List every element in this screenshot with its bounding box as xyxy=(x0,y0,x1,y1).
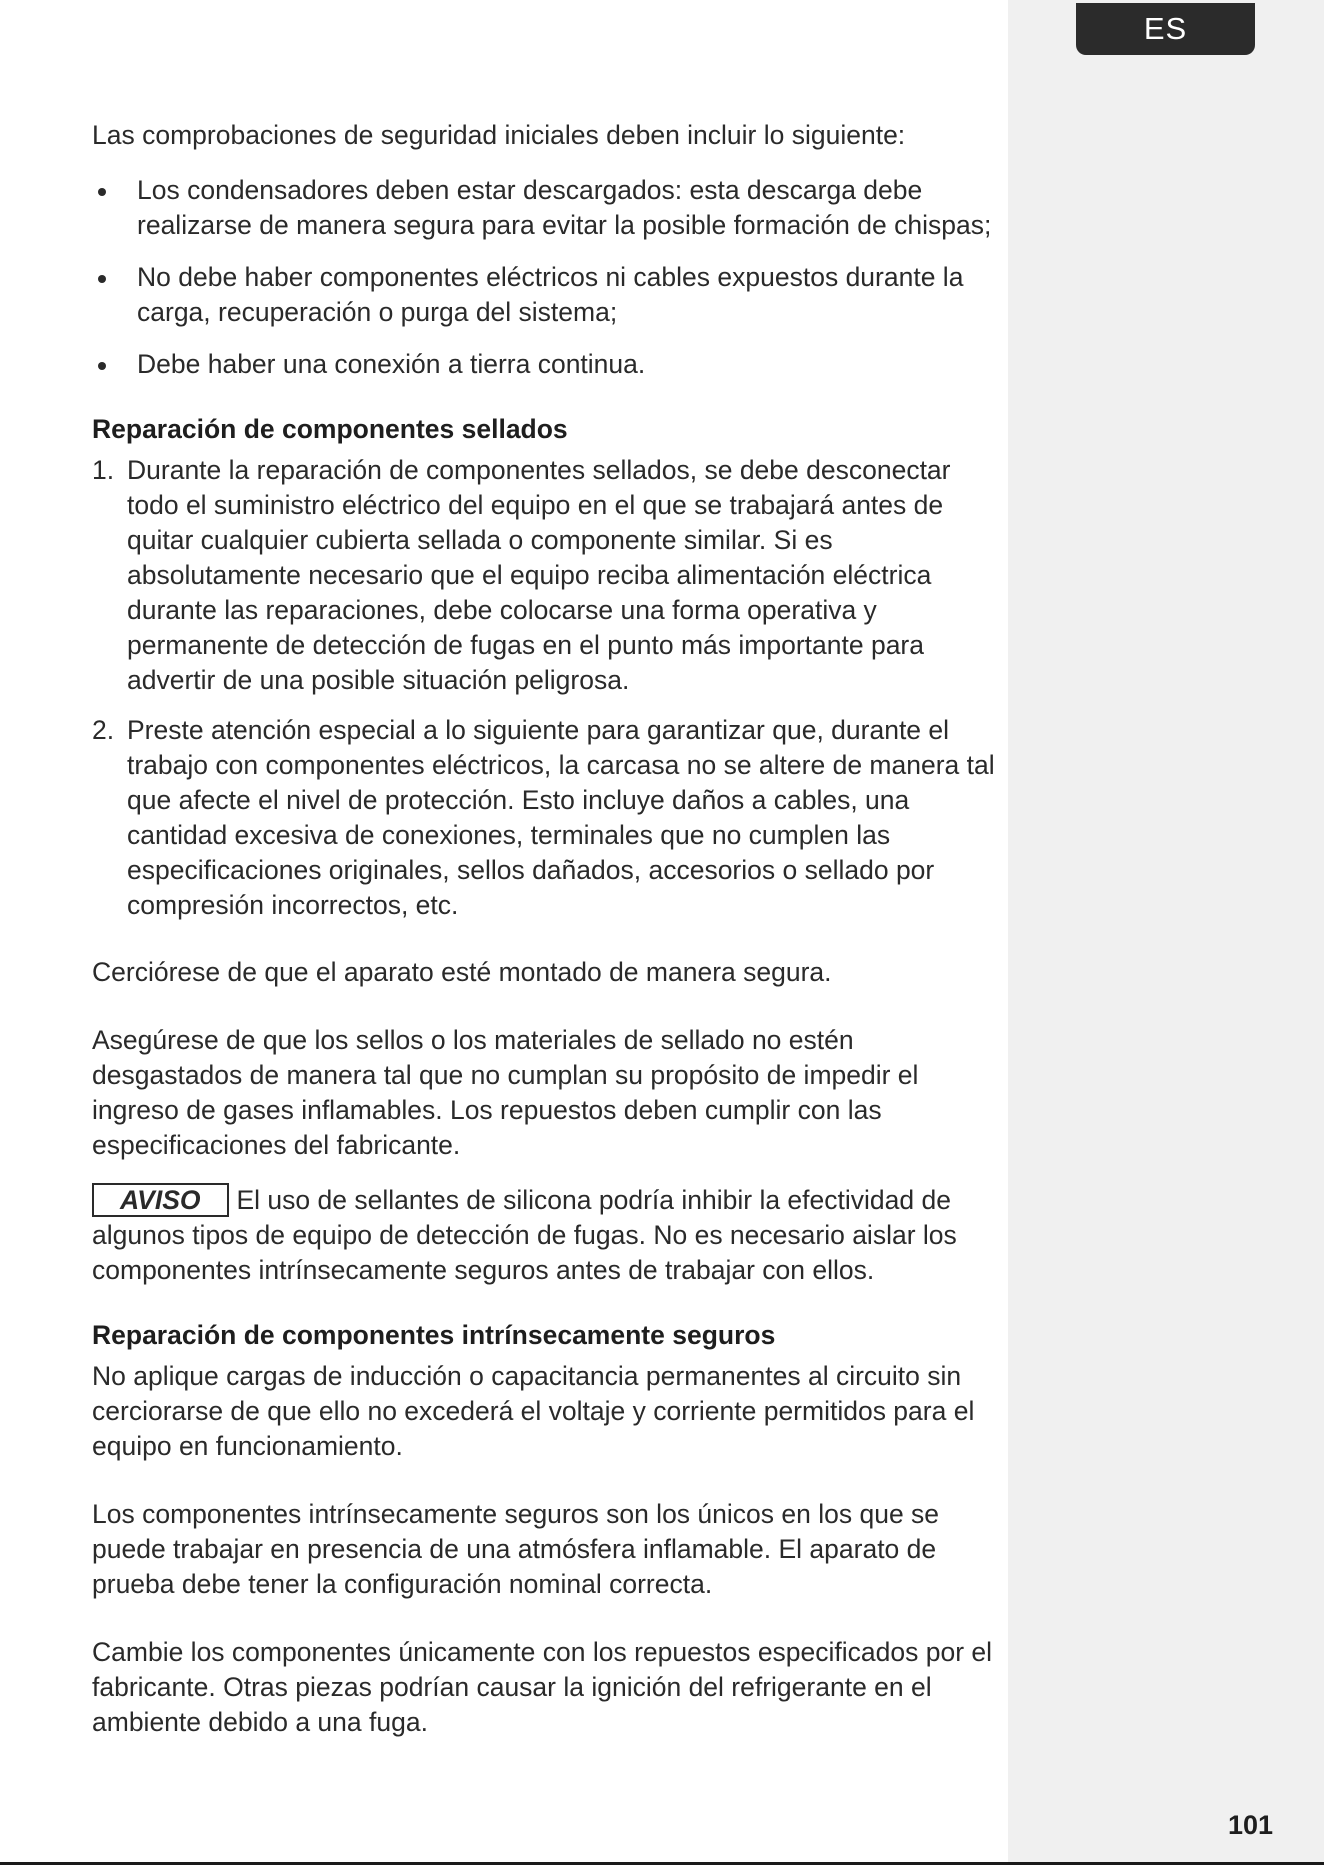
list-item-text: No debe haber componentes eléctricos ni cables expuestos durante la carga, recuperación o purga del sistema; xyxy=(137,262,964,327)
notice-badge: AVISO xyxy=(92,1183,229,1217)
step-number: 1. xyxy=(92,455,115,485)
right-margin-panel xyxy=(1008,0,1324,1862)
paragraph-replacement-parts: Cambie los componentes únicamente con los repuestos especificados por el fabricante. Otras piezas podrían causar la ignición del refrigerante en el ambiente debido a una fuga. xyxy=(92,1637,993,1737)
page-number: 101 xyxy=(1228,1810,1274,1840)
paragraph-mounting: Cerciórese de que el aparato esté montado de manera segura. xyxy=(92,957,832,987)
safety-checks-list xyxy=(92,173,997,382)
list-item xyxy=(92,173,997,243)
bullet-icon xyxy=(98,188,106,196)
step-text: Preste atención especial a lo siguiente para garantizar que, durante el trabajo con componentes eléctricos, la carcasa no se altere de manera tal que afecte el nivel de protección. Esto incluye daños a cables, una cantidad excesiva de conexiones, terminales que no cumplen las especificaciones originales, sellos dañados, accesorios o sellado por compresión incorrectos, etc. xyxy=(127,715,995,920)
paragraph-loads: No aplique cargas de inducción o capacitancia permanentes al circuito sin cerciorarse de que ello no excederá el voltaje y corriente permitidos para el equipo en funcionamiento. xyxy=(92,1361,975,1461)
bullet-icon xyxy=(98,275,106,283)
section-heading-sealed-components: Reparación de componentes sellados xyxy=(92,414,568,444)
bottom-divider xyxy=(0,1862,1324,1865)
step-item xyxy=(92,453,997,698)
intro-paragraph: Las comprobaciones de seguridad iniciales deben incluir lo siguiente: xyxy=(92,120,906,150)
page-body xyxy=(92,118,997,1740)
list-item xyxy=(92,260,997,330)
step-text: Durante la reparación de componentes sellados, se debe desconectar todo el suministro eléctrico del equipo en el que se trabajará antes de quitar cualquier cubierta sellada o componente similar. Si es absolutamente necesario que el equipo reciba alimentación eléctrica durante las reparaciones, debe colocarse una forma operativa y permanente de detección de fugas en el punto más importante para advertir de una posible situación peligrosa. xyxy=(127,455,951,695)
bullet-icon xyxy=(98,362,106,370)
list-item xyxy=(92,347,997,382)
sealed-components-steps xyxy=(92,453,997,923)
notice-paragraph xyxy=(92,1183,997,1288)
list-item-text: Debe haber una conexión a tierra continua. xyxy=(137,349,646,379)
notice-text: El uso de sellantes de silicona podría inhibir la efectividad de algunos tipos de equipo de detección de fugas. No es necesario aislar los componentes intrínsecamente seguros antes de trabajar con ellos. xyxy=(92,1185,957,1285)
section-heading-intrinsically-safe: Reparación de componentes intrínsecamente seguros xyxy=(92,1320,776,1350)
paragraph-flammable-atmosphere: Los componentes intrínsecamente seguros son los únicos en los que se puede trabajar en presencia de una atmósfera inflamable. El aparato de prueba debe tener la configuración nominal correcta. xyxy=(92,1499,940,1599)
paragraph-seals: Asegúrese de que los sellos o los materiales de sellado no estén desgastados de manera tal que no cumplan su propósito de impedir el ingreso de gases inflamables. Los repuestos deben cumplir con las especificaciones del fabricante. xyxy=(92,1025,919,1160)
step-number: 2. xyxy=(92,715,115,745)
step-item xyxy=(92,713,997,923)
language-tab: ES xyxy=(1076,3,1255,55)
list-item-text: Los condensadores deben estar descargados: esta descarga debe realizarse de manera segura para evitar la posible formación de chispas; xyxy=(137,175,992,240)
